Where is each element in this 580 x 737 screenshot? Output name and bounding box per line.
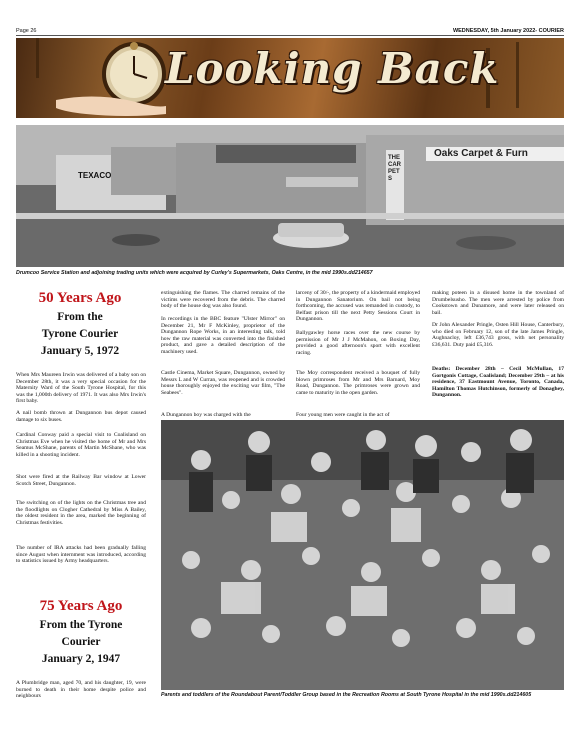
sub-courier: Courier: [61, 636, 101, 648]
sub-from-the: From the: [57, 311, 103, 323]
bottom-photo: [161, 420, 564, 690]
col4-para-2: Dr John Alexander Pringle, Osten Hill House, Canterbury, who died on February 12, son of the late James Pringle, Aughnacloy, left £36,743 gross, with net personality £36,631. Duty paid £5,316.: [432, 322, 564, 348]
heading-50-years: 50 Years Ago: [38, 290, 122, 306]
col4-deaths: Deaths: December 28th – Cecil McMullan, 17 Gortgonis Cottage, Coalisland; December 29th – at his residence, 37 Eastmount Avenue, Toronto, Canada, Hamilton Thomas Hutchinson, formerly of Donaghey, Dungannon.: [432, 366, 564, 399]
top-photo-caption: Drumcoo Service Station and adjoining trading units which were acquired by Curley's Supermarkets, Oaks Centre, in the mid 1990s.dd214657: [16, 270, 373, 276]
para-50-1: When Mrs Maureen Irwin was delivered of a baby son on December 28th, it was a very special occasion for the Maternity Ward of the South Tyrone Hospital, for this was the 1,000th delivery of 1971. It was also Mrs Irwin's first baby.: [16, 372, 146, 405]
bottom-photo-caption: Parents and toddlers of the Roundabout Parent/Toddler Group based in the Recreation Rooms at South Tyrone Hospital in the mid 1990s.dd214605: [161, 692, 532, 698]
col3-para-1: larceny of 30/-, the property of a kindermaid employed in Dungannon Sanatorium. On bail not being forthcoming, the accused was remanded in custody, to Belfast prison till the next Petty Sessions Court in Dungannon.: [296, 290, 420, 323]
service-station-image: [16, 125, 564, 267]
date-1947: January 2, 1947: [41, 653, 121, 665]
date-line: WEDNESDAY, 5th January 2022- COURIER: [452, 28, 564, 34]
col3-para-3: The Moy correspondent received a bouquet of fully blown primroses from Mr and Mrs Barnard, Moy Road, Dungannon. The primroses were grown and came to maturity in the open garden.: [296, 370, 420, 396]
date-1972: January 5, 1972: [40, 345, 120, 357]
parent-toddler-group-image: [161, 420, 564, 690]
sub-tyrone-courier: Tyrone Courier: [41, 328, 119, 340]
para-75-1: A Plumbridge man, aged 70, and his daughter, 19, were burned to death in their home despite police and neighbours: [16, 680, 146, 700]
col4-para-1: making poteen in a disused home in the townland of Drumbelsusho. The men were arrested by police from Cookstown and Dunamore, and were later released on bail.: [432, 290, 564, 316]
sub-from-the-tyrone: From the Tyrone: [39, 619, 123, 631]
para-50-6: The number of IRA attacks had been gradually falling since August when internment was introduced, according to statistics issued by Army headquarters.: [16, 545, 146, 565]
col3-para-4: Four young men were caught in the act of: [296, 412, 390, 418]
carpets-sign: THE CARPETS: [388, 155, 401, 182]
para-50-2: A nail bomb thrown at Dungannon bus depot caused damage to six buses.: [16, 410, 146, 423]
banner-title: Looking Back: [165, 44, 500, 93]
col2-para-1: extinguishing the flames. The charred remains of the victims were recovered from the debris. The charred body of the house dog was also found.: [161, 290, 285, 310]
col2-para-2: In recordings in the BBC feature "Ulster Mirror" on December 21, Mr F McKinley, proprietor of the Dungannon Rope Works, in an interesting talk, told how the raw material was converted into the finished product, and gave a detailed description of the machinery used.: [161, 316, 285, 355]
clock-icon: [104, 42, 164, 104]
header-rule: [16, 35, 564, 36]
col3-para-2: Ballygawley horse races over the new course by permission of Mr J J McMahon, on Boxing Day, provided a good afternoon's sport with excellent racing.: [296, 330, 420, 356]
col2-para-3: Castle Cinema, Market Square, Dungannon, owned by Messrs L and W Curran, was reopened and is crowded house thoroughly enjoyed the exciting war film, "The Seabees".: [161, 370, 285, 396]
top-photo: [16, 125, 564, 267]
col2-para-4: A Dungannon boy was charged with the: [161, 412, 251, 418]
heading-75-years: 75 Years Ago: [39, 598, 123, 614]
texaco-sign: TEXACO: [78, 171, 112, 180]
para-50-4: Shot were fired at the Railway Bar window at Lower Scotch Street, Dungannon.: [16, 474, 146, 487]
para-50-5: The switching on of the lights on the Christmas tree and the floodlights on Clogher Cathedral by Miss A Bailey, the oldest resident in the area, marked the beginning of Christmas festivities.: [16, 500, 146, 526]
page-number: Page 26: [16, 28, 37, 34]
oaks-sign: Oaks Carpet & Furn: [434, 148, 528, 159]
para-50-3: Cardinal Conway paid a special visit to Coalisland on Christmas Eve when he visited the home of Mr and Mrs Seamus McShane, parents of Martin McShane, who was killed in a shooting incident.: [16, 432, 146, 458]
